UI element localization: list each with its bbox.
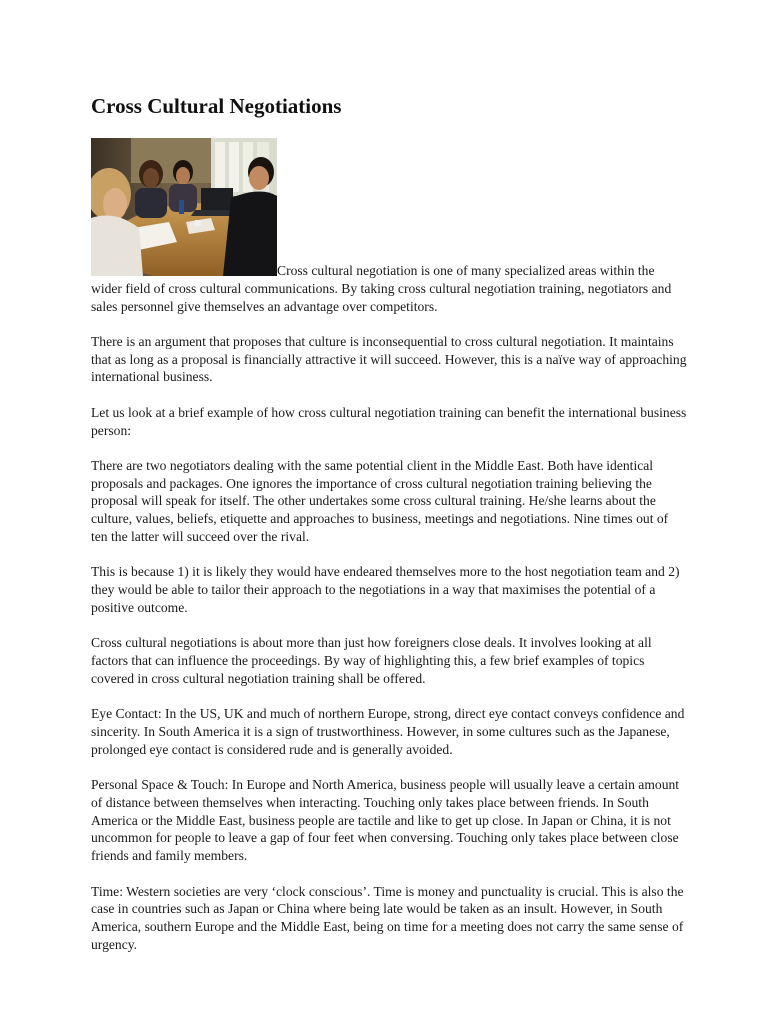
document-page <box>91 93 687 971</box>
business-meeting-photo <box>91 138 277 276</box>
paragraph-personal-space: Personal Space & Touch: In Europe and North America, business people will usually leave a certain amount of distance between themselves when interacting. Touching only takes place between friends. In South America or the Middle East, business people are tactile and like to get up close. In Japan or China, it is not uncommon for people to leave a gap of four feet when conversing. Touching only takes place between close friends and family members. <box>91 777 680 864</box>
paragraph-two-negotiators: There are two negotiators dealing with the same potential client in the Middle East. Both have identical proposals and packages. One ignores the importance of cross cultural negotiation training believing the proposal will speak for itself. The other undertakes some cross cultural training. He/she learns about the culture, values, beliefs, etiquette and approaches to business, meetings and negotiations. Nine times out of ten the latter will succeed over the rival. <box>91 457 669 545</box>
paragraph-more-than-deals: Cross cultural negotiations is about more than just how foreigners close deals. It involves looking at all factors that can influence the proceedings. By way of highlighting this, a few brief examples of topics covered in cross cultural negotiation training shall be offered. <box>91 635 652 686</box>
paragraph-argument: There is an argument that proposes that culture is inconsequential to cross cultural negotiation. It maintains that as long as a proposal is financially attractive it will succeed. However, this is a naïve way of approaching international business. <box>91 333 687 385</box>
paragraph-intro: Cross cultural negotiation is one of many specialized areas within the wider field of cross cultural communications. By taking cross cultural negotiation training, negotiators and sales personnel give themselves an advantage over competitors. <box>91 263 672 314</box>
paragraph-reason: This is because 1) it is likely they would have endeared themselves more to the host negotiation team and 2) they would be able to tailor their approach to the negotiations in a way that maximises the potential of a positive outcome. <box>91 564 680 615</box>
intro-block <box>91 138 687 315</box>
page-title: Cross Cultural Negotiations <box>91 94 342 118</box>
paragraph-eye-contact: Eye Contact: In the US, UK and much of northern Europe, strong, direct eye contact conveys confidence and sincerity. In South America it is a sign of trustworthiness. However, in some cultures such as the Japanese, prolonged eye contact is considered rude and is generally avoided. <box>91 706 685 757</box>
paragraph-time: Time: Western societies are very ‘clock conscious’. Time is money and punctuality is crucial. This is also the case in countries such as Japan or China where being late would be taken as an insult. However, in South America, southern Europe and the Middle East, being on time for a meeting does not carry the same sense of urgency. <box>91 883 684 952</box>
paragraph-example-intro: Let us look at a brief example of how cross cultural negotiation training can benefit the international business person: <box>91 404 687 438</box>
